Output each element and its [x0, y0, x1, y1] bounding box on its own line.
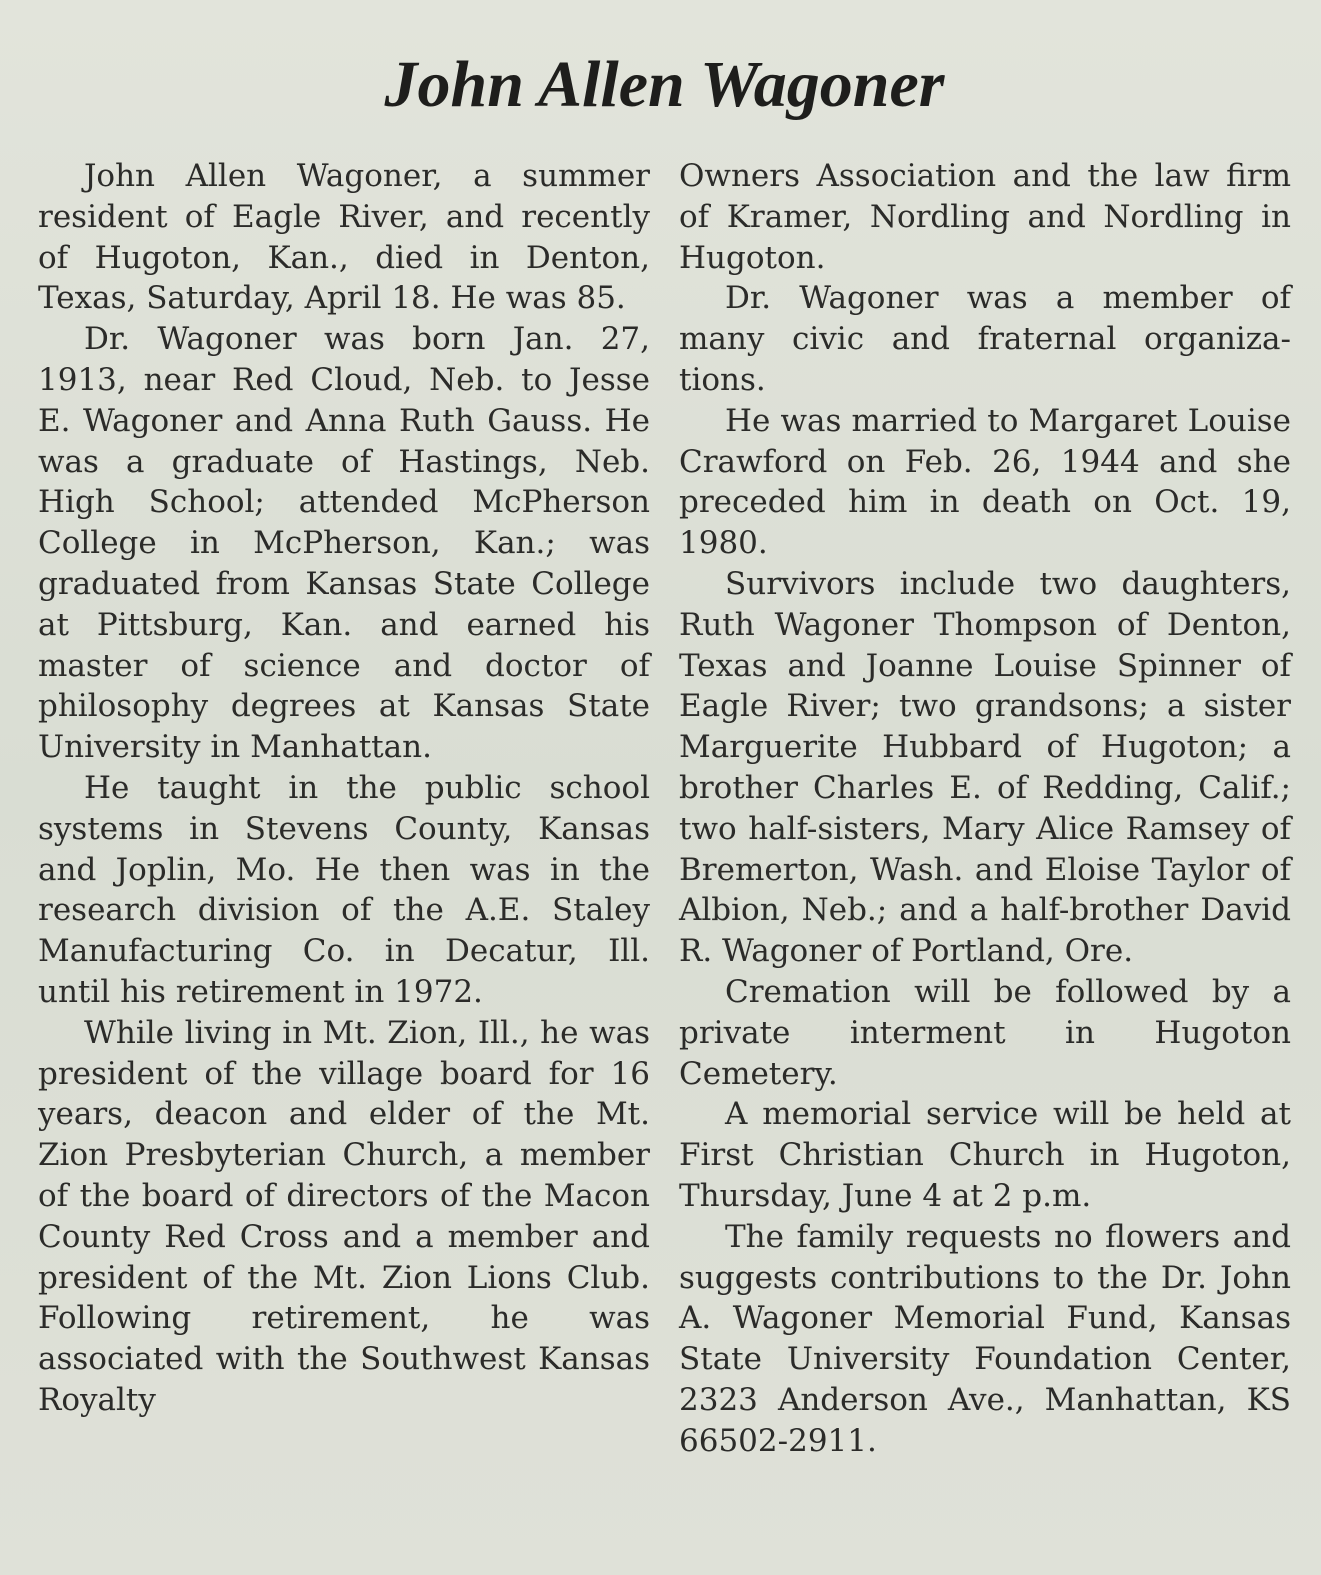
paragraph-intro: John Allen Wagoner, a summer resident of Eagle River, and recently of Hugoton, Kan., died in Denton, Texas, Saturday, April 18. He was 85.	[38, 158, 650, 317]
paragraph-contributions: The family requests no flowers and suggests contributions to the Dr. John A. Wagoner Memorial Fund, Kansas State University Foundation Center, 2323 Anderson Ave., Manhattan, KS 66502-2911.	[679, 1218, 1291, 1459]
paragraph-career: He taught in the public school systems in Stevens County, Kansas and Joplin, Mo. He then was in the research division of the A.E. Staley Manufacturing Co. in Decatur, Ill. until his retirement in 1972.	[38, 769, 650, 1010]
paragraph-civic-life: While living in Mt. Zion, Ill., he was president of the village board for 16 years, deacon and elder of the Mt. Zion Presbyterian Church, a member of the board of directors of the Macon County Red Cross and a member and president of the Mt. Zion Lions Club. Following retirement, he was associated with the Southwest Kansas Royalty	[38, 1014, 650, 1418]
paragraph-organizations: Dr. Wagoner was a member of many civic and fraternal organizations.	[679, 280, 1291, 398]
paragraph-marriage: He was married to Margaret Louise Crawford on Feb. 26, 1944 and she preceded him in death on Oct. 19, 1980.	[679, 402, 1291, 562]
article-body	[38, 156, 1291, 1462]
obituary-headline: John Allen Wagoner	[384, 48, 945, 121]
right-column	[679, 156, 1291, 1462]
paragraph-cremation: Cremation will be followed by a private interment in Hugoton Cemetery.	[679, 973, 1291, 1092]
paragraph-survivors: Survivors include two daughters, Ruth Wagoner Thompson of Denton, Texas and Joanne Louise Spinner of Eagle River; two grandsons; a sister Marguerite Hubbard of Hugoton; a brother Charles E. of Redding, Calif.; two half-sisters, Mary Alice Ramsey of Bremerton, Wash. and Eloise Taylor of Albion, Neb.; and a half-brother David R. Wagoner of Portland, Ore.	[679, 565, 1291, 970]
left-column	[38, 156, 650, 1462]
paragraph-continued: Owners Association and the law firm of Kramer, Nordling and Nordling in Hugoton.	[679, 158, 1291, 276]
paragraph-memorial-service: A memorial service will be held at First Christian Church in Hugoton, Thursday, June 4 at 2 p.m.	[679, 1096, 1291, 1214]
paragraph-early-life: Dr. Wagoner was born Jan. 27, 1913, near Red Cloud, Neb. to Jesse E. Wagoner and Anna Ruth Gauss. He was a graduate of Hastings, Neb. High School; attended McPherson College in McPherson, Kan.; was graduated from Kansas State College at Pittsburg, Kan. and earned his master of science and doctor of philosophy degrees at Kansas State University in Manhattan.	[38, 321, 650, 766]
